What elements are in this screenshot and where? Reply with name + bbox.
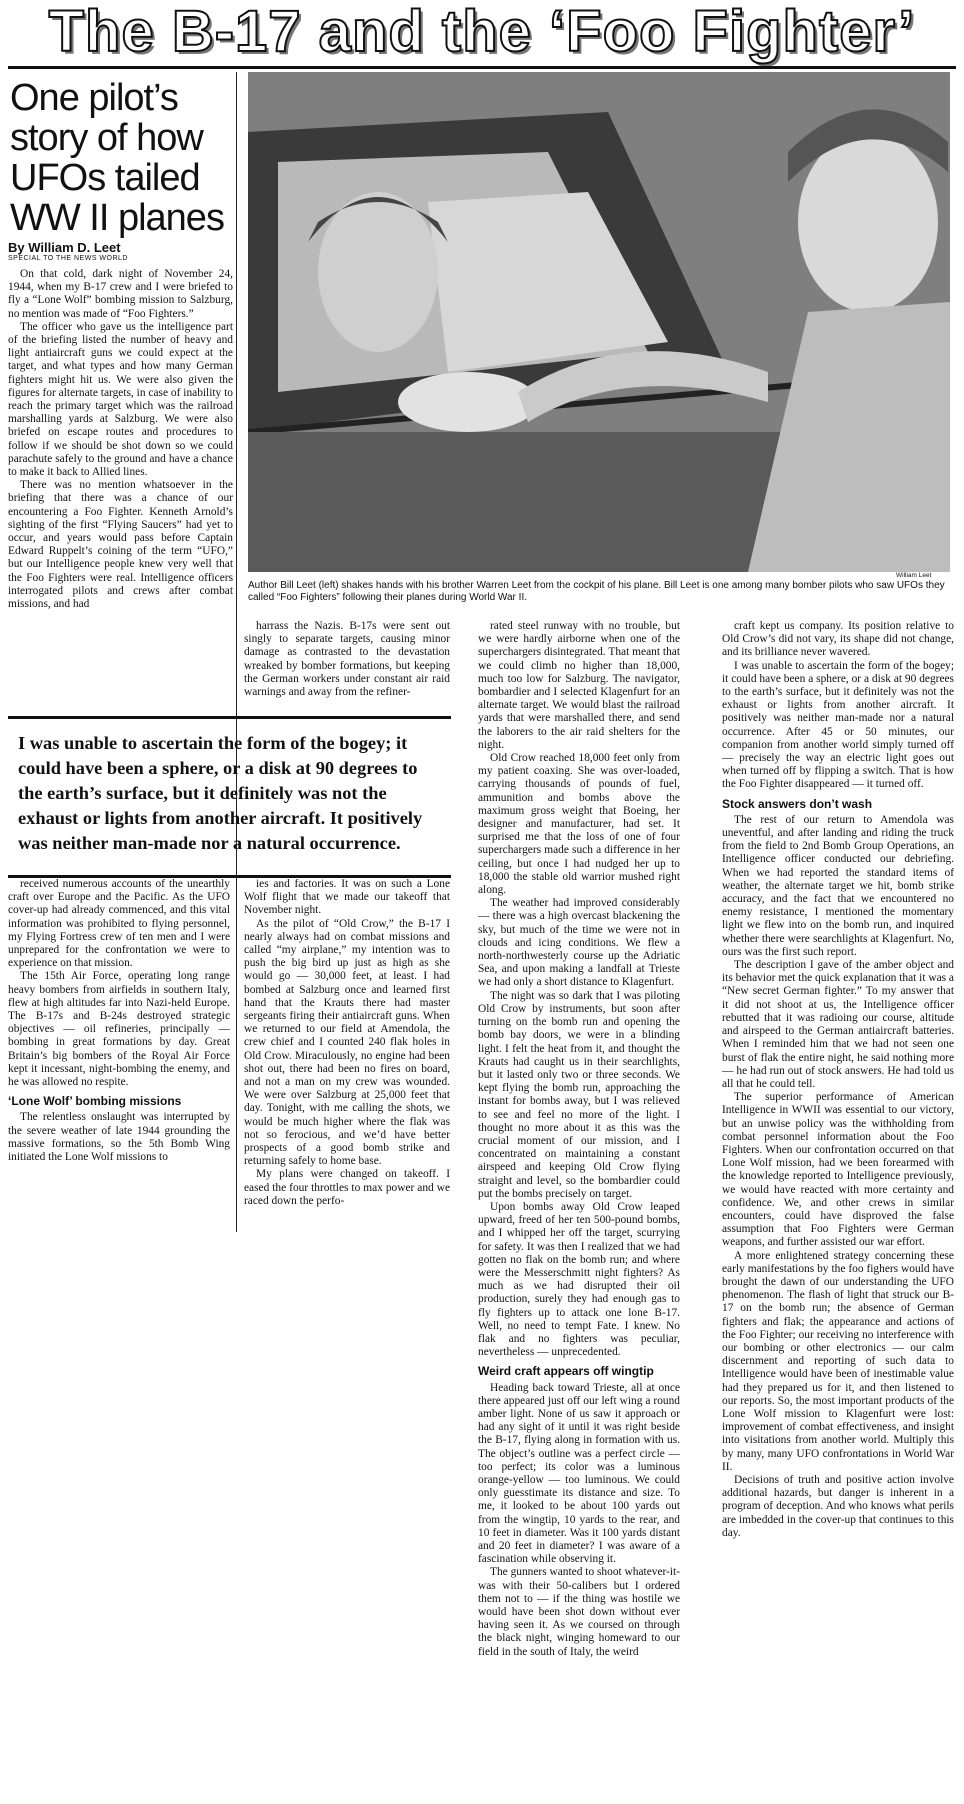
column-3: [478, 620, 680, 1800]
column-4: [722, 620, 954, 1800]
paragraph: Heading back toward Trieste, all at once there appeared just off our left wing a round amber light. None of us saw it approach or had any sight of it until it was right beside the B-17, flying along in formation with us. The object’s outline was a perfect circle — too perfect; its color was a luminous orange-yellow — too luminous. We could only guesstimate its distance and size. To me, it looked to be about 100 yards out from the wingtip, 10 yards to the rear, and 10 feet in diameter. Was it 100 yards distant and 20 feet in diameter? I was aware of a fascination while observing it.: [478, 1381, 680, 1566]
photo-brothers-handshake: [248, 72, 950, 572]
byline-affiliation: SPECIAL TO THE NEWS WORLD: [8, 255, 128, 262]
headline: The B-17 and the ‘Foo Fighter’: [48, 0, 916, 64]
paragraph: ies and factories. It was on such a Lone Wolf flight that we made our takeoff that November night.: [244, 878, 450, 917]
paragraph: As the pilot of “Old Crow,” the B-17 I nearly always had on combat missions and called “my airplane,” my intention was to push the big bird up just as high as she would go — 30,000 feet, at least. I had bombed at Salzburg once and learned first hand that the Krauts there had master sergeants firing their antiaircraft guns. When we returned to our field at Amendola, the crew chief and I counted 240 flak holes in Old Crow. Miraculously, no engine had been shot out, there had been no fires on board, and not a man on my crew was wounded. We were over Salzburg at 25,000 feet that day. Tonight, with me calling the shots, we would be much higher where the flak was not so ferocious, and we’d have better prospects of a good bomb strike and returning safely to home base.: [244, 917, 450, 1168]
paragraph: The relentless onslaught was interrupted by the severe weather of late 1944 grounding the massive formations, so the 5th Bomb Wing initiated the Lone Wolf missions to: [8, 1111, 230, 1164]
paragraph: rated steel runway with no trouble, but we were hardly airborne when one of the superchargers disintegrated. That meant that we could climb no higher than 18,000, much too low for Salzburg. The navigator, bombardier and I selected Klagenfurt for an alternate target. We would blast the railroad yards that were marshalled there, and send the laborers to the air raid shelters for the night.: [478, 620, 680, 751]
paragraph: My plans were changed on takeoff. I eased the four throttles to max power and we raced down the perfo-: [244, 1168, 450, 1207]
paragraph: The superior performance of American Intelligence in WWII was essential to our victory, but an unwise policy was the withholding from combat personnel information about the Foo Fighters. When our confrontation occurred on that Lone Wolf mission, had we been forearmed with the knowledge reported to Intelligence previously, we would have reacted with more certainty and confidence. We, and other crews in similar encounters, could have disproved the false assumption that Foo Fighters were German weapons, and further assisted our war effort.: [722, 1091, 954, 1249]
paragraph: received numerous accounts of the unearthly craft over Europe and the Pacific. As the UFO cover-up had already commenced, and this vital information was prohibited to flying personnel, my Flying Fortress crew of ten men and I were unprepared for the confrontation we were to experience on that mission.: [8, 878, 230, 970]
paragraph: The weather had improved considerably — there was a high overcast blackening the sky, but much of the time we were not in clouds and icing conditions. We flew a north-northwesterly course up the Adriatic Sea, and upon making a landfall at Trieste we had only a short distance to Klagenfurt.: [478, 897, 680, 989]
paragraph: The description I gave of the amber object and its behavior met the quick explanation that it was a “New secret German fighter.” To my answer that it did not shoot at us, the Intelligence officer rebutted that it was radioing our course, altitude and airspeed to the German antiaircraft batteries. When I reminded him that we had not seen one burst of flak the entire night, he said nothing more — he had run out of stock answers. He had told us all that he could tell.: [722, 959, 954, 1090]
photo-credit: William Leet: [896, 572, 932, 579]
deck-subheadline: One pilot’s story of how UFOs tailed WW II planes: [10, 77, 224, 239]
column-1-top: [8, 268, 233, 708]
paragraph: The officer who gave us the intelligence part of the briefing listed the number of heavy and light antiaircraft guns we could expect at the target, and what types and how many German fighters might hit us. We were also given the figures for alternate targets, in case of inability to reach the primary target which was the railroad marshalling yards at Salzburg. We were also briefed on escape routes and procedures to follow if we should be shot down so we could parachute safely to the ground and have a chance to make it back to Allied lines.: [8, 320, 233, 479]
section-heading: ‘Lone Wolf’ bombing missions: [8, 1094, 182, 1109]
paragraph: craft kept us company. Its position relative to Old Crow’s did not vary, its shape did not change, and its brilliance never wavered.: [722, 620, 954, 659]
paragraph: Old Crow reached 18,000 feet only from my patient coaxing. She was over-loaded, carrying thousands of pounds of fuel, ammunition and bombs above the maximum gross weight that Boeing, her designer and manufacturer, had set. It surprised me that the loss of one of four superchargers made such a difference in her ceiling, but once I had nudged her up to 18,000 the stable old warrior mushed right along.: [478, 752, 680, 897]
section-heading: Weird craft appears off wingtip: [478, 1364, 654, 1379]
paragraph: Decisions of truth and positive action involve additional hazards, but danger is inherent in a program of deception. And who knows what perils are imbedded in the cover-up that continues to this day.: [722, 1474, 954, 1539]
paragraph: The gunners wanted to shoot whatever-it-was with their 50-calibers but I ordered them not to — if the thing was hostile we would have been shot down without ever having seen it. As we coursed on through the black night, winging homeward to our field in the south of Italy, the weird: [478, 1566, 680, 1658]
byline: By William D. Leet: [8, 240, 121, 255]
paragraph: On that cold, dark night of November 24, 1944, when my B-17 crew and I were briefed to fly a “Lone Wolf” bombing mission to Salzburg, no mention was made of “Foo Fighters.”: [8, 268, 233, 320]
paragraph: There was no mention whatsoever in the briefing that there was a chance of our encountering a Foo Fighter. Kenneth Arnold’s sighting of the first “Flying Saucers” had yet to occur, and years would pass before Captain Edward Ruppelt’s coining of the term “UFO,” but our Intelligence people knew very well that the Foo Fighters were real. Intelligence officers interrogated pilots and crews after combat missions, and had: [8, 479, 233, 611]
paragraph: I was unable to ascertain the form of the bogey; it could have been a sphere, or a disk at 90 degrees to the earth’s surface, but it definitely was not the exhaust or lights from another aircraft. It positively was neither man-made nor a natural occurrence. After 45 or 50 minutes, our companion from another world simply turned off — precisely the way an electric light goes out when turned off by flipping a switch. That is how the Foo Fighter disappeared — it turned off.: [722, 659, 954, 791]
section-heading: Stock answers don’t wash: [722, 796, 873, 811]
paragraph: The rest of our return to Amendola was uneventful, and after landing and riding the truck from the field to 2nd Bomb Group Operations, an Intelligence officer conducted our debriefing. When we had reported the standard items of weather, the alternate target we hit, bomb strike accuracy, and the fact that we encountered no enemy resistance, I mentioned the momentary light we flew into on the bomb run, and inquired whether there were searchlights at Klagenfurt. No, ours was the first such report.: [722, 813, 954, 958]
paragraph: A more enlightened strategy concerning these early manifestations by the foo fighers would have brought the dawn of our understanding the UFO phenomenon. The flash of light that struck our B-17 on the bomb run; the absence of German fighters and flak; the appearance and actions of the Foo Fighter; our receiving no interference with our bombing or other electronics — our calm discernment and reporting of such data to Intelligence would have been of inestimable value had they prepared us for it, and then listened to our reports. So, the most important products of the Lone Wolf mission to Klagenfurt were lost: improvement of combat effectiveness, and insight into visitations from another world. Multiply this by many, many UFO confrontations in World War II.: [722, 1249, 954, 1473]
paragraph: Upon bombs away Old Crow leaped upward, freed of her ten 500-pound bombs, and I whipped her off the target, scurrying for safety. It was then I realized that we had gotten no flak on the bomb run; and where were the Messerschmitt night fighters? As much as we had disrupted their oil production, surely they had enough gas to fly fighters up to attack one lone B-17. Well, no need to tempt Fate. I knew. No flak and no fighters was peculiar, nevertheless — unprecedented.: [478, 1200, 680, 1359]
column-2-bottom: [244, 878, 450, 1236]
pull-quote: I was unable to ascertain the form of the bogey; it could have been a sphere, or a disk at 90 degrees to the earth’s surface, but it definitely was not the exhaust or lights from another aircraft. It positively was neither man-made nor a natural occurrence.: [18, 733, 423, 853]
column-divider: [236, 72, 237, 1232]
column-2-top: [244, 620, 450, 712]
top-rule: [8, 66, 956, 69]
photo-caption: Author Bill Leet (left) shakes hands with his brother Warren Leet from the cockpit of his plane. Bill Leet is one among many bomber pilots who saw UFOs they called “Foo Fighters” following their planes during World War II.: [248, 580, 945, 603]
column-1-bottom: [8, 878, 230, 1236]
photo: [248, 72, 950, 572]
paragraph: The night was so dark that I was piloting Old Crow by instruments, but soon after turning on the bomb run and opening the bomb bay doors, we were in a blinding light. I felt the heat from it, and thought the Krauts had caught us in their searchlights, but it lasted only two or three seconds. We kept flying the bomb run, approaching the instant for bombs away, but I was relieved to see and feel no more of the light. I thought no more about it as this was the crucial moment of our mission, and I concentrated on maintaining a constant airspeed and keeping Old Crow flying straight and level, so the bombardier could put the bombs precisely on target.: [478, 989, 680, 1200]
paragraph: harrass the Nazis. B-17s were sent out singly to separate targets, causing minor damage as contrasted to the devastation wreaked by bomber formations, but keeping the German workers under constant air raid warnings and away from the refiner-: [244, 620, 450, 699]
paragraph: The 15th Air Force, operating long range heavy bombers from airfields in southern Italy, flew at high altitudes far into Nazi-held Europe. The B-17s and B-24s destroyed strategic objectives — oil refineries, principally — bombing in great formations by day. Great Britain’s big bombers of the Royal Air Force kept it incessant, night-bombing the enemy, and he was allowed no respite.: [8, 970, 230, 1089]
pull-quote-box: [8, 716, 451, 878]
